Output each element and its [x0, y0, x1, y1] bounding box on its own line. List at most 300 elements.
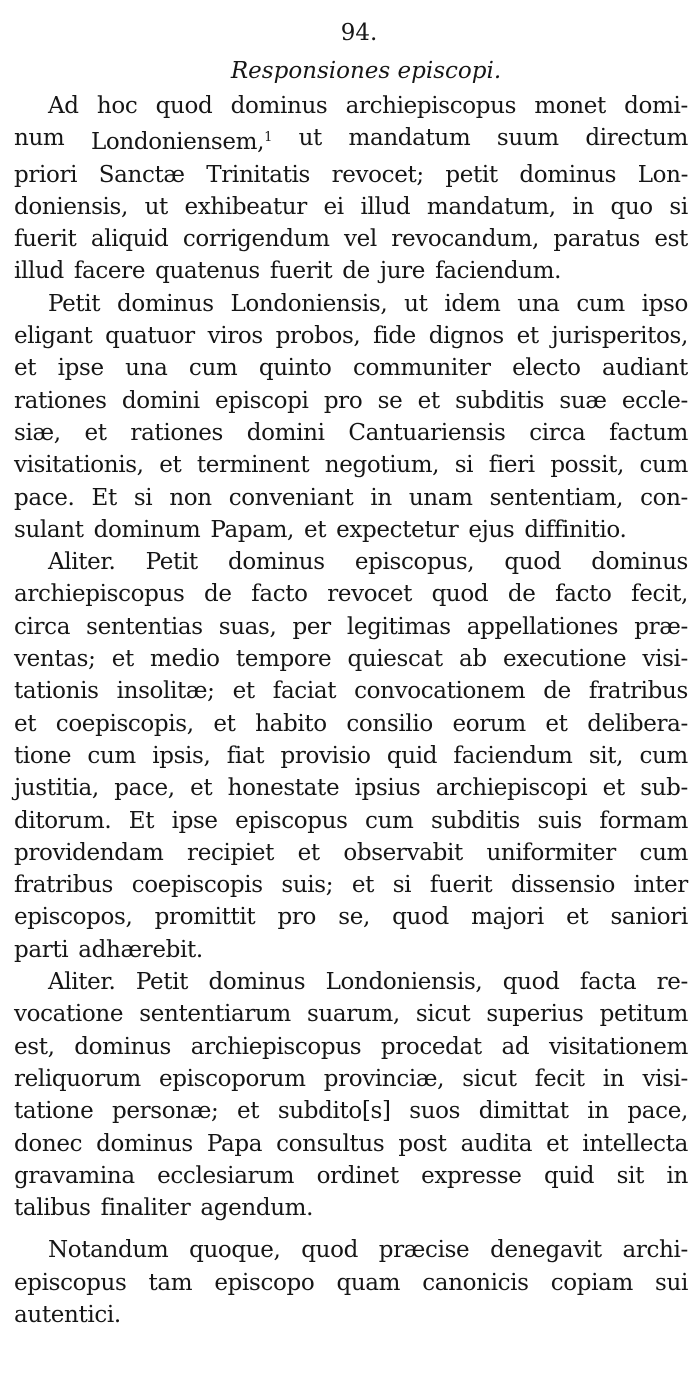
- word: hoc: [96, 93, 138, 119]
- word: dimittat: [478, 1098, 569, 1125]
- word: donec: [14, 1130, 83, 1157]
- word: canonicis: [422, 1269, 529, 1296]
- paragraph: [14, 288, 688, 546]
- word: si: [669, 193, 688, 220]
- word: tione: [14, 742, 72, 769]
- word: si: [454, 452, 474, 479]
- word: vocatione: [14, 1001, 124, 1028]
- word: mandatum,: [426, 193, 556, 220]
- word: et: [351, 872, 374, 899]
- word: coepiscopis: [131, 872, 263, 899]
- text-line: [14, 966, 688, 998]
- word: pace.: [14, 484, 75, 511]
- text-line: [14, 1192, 688, 1224]
- word: convocationem: [354, 678, 526, 705]
- word: audita: [460, 1130, 533, 1157]
- text-line: [14, 740, 688, 772]
- word: et: [297, 839, 320, 866]
- word: episcopus: [235, 807, 348, 834]
- text-line: [14, 708, 688, 740]
- word: dominus: [74, 1033, 172, 1060]
- word: de: [204, 581, 232, 608]
- text-line: [14, 90, 688, 122]
- word: diffinitio.: [524, 516, 627, 543]
- word: fratribus: [588, 678, 688, 705]
- word: communiter: [352, 355, 491, 382]
- word: talibus: [14, 1195, 91, 1222]
- word: quid: [543, 1162, 595, 1189]
- word: facto: [251, 581, 308, 608]
- word: suarum,: [307, 1001, 400, 1028]
- word: et: [213, 710, 236, 737]
- word: doniensis,: [14, 193, 128, 220]
- word: quoque,: [189, 1237, 281, 1264]
- word: Petit: [145, 549, 198, 576]
- text-line: [14, 578, 688, 610]
- word: de: [342, 258, 370, 285]
- word: non: [169, 484, 212, 511]
- word: cum: [87, 742, 136, 769]
- word: se,: [338, 904, 370, 931]
- word: personæ;: [112, 1098, 219, 1125]
- paragraph: [14, 90, 688, 288]
- page-number: 94.: [340, 20, 378, 46]
- word: expresse: [421, 1162, 522, 1189]
- word: dominus: [227, 549, 325, 576]
- text-line: [14, 514, 688, 546]
- word: honestate: [227, 775, 340, 802]
- word: revocet;: [331, 161, 424, 188]
- word: cum: [188, 355, 238, 382]
- word: ventas;: [14, 646, 96, 673]
- word: episcopus,: [354, 549, 475, 576]
- word: Papam,: [210, 516, 294, 543]
- word: quod: [502, 969, 560, 996]
- word: jure: [379, 258, 426, 285]
- word: Petit: [135, 969, 189, 996]
- word: suum: [496, 125, 559, 152]
- text-line: [14, 998, 688, 1030]
- word: subditis: [455, 387, 545, 414]
- word: Trinitatis: [206, 161, 311, 188]
- word: faciat: [272, 678, 337, 705]
- word: sit: [616, 1162, 644, 1189]
- word: saniori: [610, 904, 688, 931]
- text-line: [14, 385, 688, 417]
- word: in: [587, 1098, 609, 1125]
- word: sulant: [14, 516, 84, 543]
- word: majori: [471, 904, 544, 931]
- word: et: [545, 710, 568, 737]
- text-line: [14, 934, 688, 966]
- text-line: [14, 122, 688, 158]
- word: eligant: [14, 323, 93, 350]
- word: parti: [14, 936, 69, 963]
- word: quo: [610, 193, 653, 220]
- word: uniformiter: [486, 839, 616, 866]
- word: quod: [431, 581, 489, 608]
- word: Papa: [206, 1130, 263, 1157]
- word: ab: [459, 646, 487, 673]
- word: facere: [73, 258, 146, 285]
- word: se: [377, 387, 403, 414]
- word: Aliter.: [48, 549, 116, 576]
- word: sicut: [462, 1065, 517, 1092]
- word: in: [572, 193, 594, 220]
- word: inter: [633, 872, 688, 899]
- word: archiepiscopi: [435, 775, 588, 802]
- word: idem: [444, 290, 501, 317]
- word: rationes: [14, 387, 107, 414]
- word: revocandum,: [391, 226, 539, 253]
- word: Londoniensis,: [325, 969, 483, 996]
- text-line: [14, 223, 688, 255]
- word: una: [125, 355, 168, 382]
- word: subditis: [430, 807, 521, 834]
- word: dominus: [591, 549, 688, 576]
- word: eccle-: [621, 387, 688, 414]
- text-line: [14, 1299, 688, 1331]
- word: fecit,: [631, 581, 688, 608]
- word: archiepiscopus: [345, 93, 517, 119]
- word: viros: [207, 323, 263, 350]
- word: num: [14, 125, 65, 152]
- text-line: [14, 1267, 688, 1299]
- word: paratus: [553, 226, 640, 253]
- word: cum: [576, 290, 625, 317]
- word: possit,: [550, 452, 624, 479]
- text-line: [14, 1128, 688, 1160]
- word: faciendum.: [435, 258, 562, 285]
- word: visi-: [642, 646, 688, 673]
- word: revocet: [327, 581, 412, 608]
- word: et: [602, 775, 625, 802]
- text-line: [14, 288, 688, 320]
- word: fuerit: [429, 872, 493, 899]
- word: et: [417, 387, 440, 414]
- word: et: [304, 516, 327, 543]
- word: et: [14, 355, 37, 382]
- word: dominus: [519, 161, 617, 188]
- word: sententiarum: [139, 1001, 291, 1028]
- word: visitationem: [549, 1033, 688, 1060]
- word: quatuor: [105, 323, 195, 350]
- word: episcopus: [14, 1269, 127, 1296]
- word: negotium,: [324, 452, 440, 479]
- word: vel: [343, 226, 377, 253]
- word: quatenus: [155, 258, 260, 285]
- paragraph: [14, 1234, 688, 1331]
- word: fiat: [226, 742, 265, 769]
- word: ipse: [57, 355, 104, 382]
- word: sententiam,: [489, 484, 624, 511]
- word: si: [392, 872, 412, 899]
- word: tempore: [235, 646, 332, 673]
- word: unam: [408, 484, 473, 511]
- word: fecit: [534, 1065, 585, 1092]
- word: Et: [91, 484, 117, 511]
- word: electo: [512, 355, 581, 382]
- word: et: [111, 646, 134, 673]
- word: quod: [155, 93, 213, 119]
- word: mandatum: [348, 125, 471, 152]
- word: et: [546, 1130, 569, 1157]
- word: recipiet: [187, 839, 275, 866]
- word: cum: [639, 839, 688, 866]
- word: dominus: [116, 290, 214, 317]
- word: et: [84, 419, 107, 446]
- word: ordinet: [316, 1162, 399, 1189]
- word: Ad: [48, 93, 79, 119]
- word: et: [566, 904, 589, 931]
- word: de: [507, 581, 536, 608]
- footnote-marker: 1: [264, 130, 272, 146]
- body-text: [14, 90, 688, 1331]
- word: quiescat: [347, 646, 443, 673]
- word: episcopo: [214, 1269, 315, 1296]
- word: archi-: [622, 1237, 688, 1264]
- word: suis;: [281, 872, 334, 899]
- word: ipsius: [354, 775, 421, 802]
- word: ipso: [641, 290, 688, 317]
- word: et: [190, 775, 213, 802]
- word: quam: [336, 1269, 401, 1296]
- word: post: [398, 1130, 447, 1157]
- word: Sanctæ: [98, 161, 185, 188]
- word: dominus: [208, 969, 306, 996]
- word: priori: [14, 161, 78, 188]
- word: terminent: [196, 452, 310, 479]
- word: autentici.: [14, 1301, 121, 1328]
- word: ut: [298, 125, 322, 152]
- word: Petit: [48, 290, 101, 317]
- word: est: [654, 226, 688, 253]
- word: episcopos,: [14, 904, 133, 931]
- word: executione: [502, 646, 627, 673]
- word: suis: [537, 807, 582, 834]
- word: pro: [277, 904, 317, 931]
- word: corrigendum: [182, 226, 330, 253]
- word: cum: [365, 807, 414, 834]
- word: domini: [121, 387, 200, 414]
- word: petitum: [599, 1001, 688, 1028]
- paragraph: [14, 966, 688, 1224]
- word: tam: [148, 1269, 193, 1296]
- word: ipsis,: [152, 742, 211, 769]
- word: archiepiscopus: [190, 1033, 362, 1060]
- word: Cantuariensis: [348, 419, 506, 446]
- word: una: [517, 290, 560, 317]
- word: consilio: [346, 710, 433, 737]
- word: audiant: [602, 355, 688, 382]
- word: promittit: [154, 904, 256, 931]
- text-line: [14, 255, 688, 287]
- word: factum: [609, 419, 688, 446]
- word: expectetur: [336, 516, 459, 543]
- word: de: [543, 678, 571, 705]
- word: appellationes: [466, 613, 619, 640]
- word: monet: [534, 93, 606, 119]
- word: consultus: [276, 1130, 385, 1157]
- word: Lon-: [637, 161, 688, 188]
- word: domini: [246, 419, 325, 446]
- word: ei: [323, 193, 344, 220]
- word: pace,: [114, 775, 175, 802]
- text-line: [14, 482, 688, 514]
- text-line: [14, 869, 688, 901]
- word: quod: [504, 549, 562, 576]
- word: ut: [404, 290, 428, 317]
- text-line: [14, 1160, 688, 1192]
- word: quod: [392, 904, 449, 931]
- word: fuerit: [269, 258, 333, 285]
- word: observabit: [343, 839, 463, 866]
- word: jurisperitos,: [551, 323, 688, 350]
- text-line: [14, 191, 688, 223]
- word: aliquid: [90, 226, 169, 253]
- word: insolitæ;: [116, 678, 215, 705]
- word: petit: [445, 161, 498, 188]
- word: pace,: [627, 1098, 688, 1125]
- word: episcoporum: [158, 1065, 306, 1092]
- word: et: [516, 323, 539, 350]
- word: exhibeatur: [184, 193, 307, 220]
- word: ecclesiarum: [157, 1162, 295, 1189]
- text-line: [14, 611, 688, 643]
- section-title: Responsiones episcopi.: [230, 58, 502, 84]
- word: reliquorum: [14, 1065, 141, 1092]
- word: formam: [599, 807, 688, 834]
- word: et: [14, 710, 37, 737]
- word: con-: [640, 484, 688, 511]
- word: cum: [639, 452, 688, 479]
- word: quod: [301, 1237, 358, 1264]
- word: procedat: [380, 1033, 482, 1060]
- text-line: [14, 1234, 688, 1266]
- word: est,: [14, 1033, 55, 1060]
- word: visitationis,: [14, 452, 144, 479]
- word: fratribus: [14, 872, 114, 899]
- text-line: [14, 417, 688, 449]
- word: facta: [579, 969, 637, 996]
- word: legitimas: [346, 613, 451, 640]
- word: illud: [360, 193, 411, 220]
- word: dignos: [428, 323, 504, 350]
- word: illud: [14, 258, 64, 285]
- word: sicut: [415, 1001, 471, 1028]
- word: si: [133, 484, 153, 511]
- word: siæ,: [14, 419, 61, 446]
- word: sententias: [86, 613, 203, 640]
- word: et: [232, 678, 255, 705]
- text-line: [14, 546, 688, 578]
- word: dominum: [93, 516, 201, 543]
- word: agendum.: [200, 1195, 314, 1222]
- text-line: [14, 352, 688, 384]
- word: Notandum: [48, 1237, 169, 1264]
- word: fide: [373, 323, 416, 350]
- text-line: [14, 320, 688, 352]
- word: quinto: [258, 355, 332, 382]
- word: et: [159, 452, 182, 479]
- word: superius: [486, 1001, 584, 1028]
- word: dominus: [230, 93, 328, 119]
- word: delibera-: [587, 710, 688, 737]
- word: Et: [128, 807, 155, 834]
- word: circa: [529, 419, 586, 446]
- word: circa: [14, 613, 71, 640]
- word: Aliter.: [48, 969, 116, 996]
- word: copiam: [550, 1269, 633, 1296]
- word: fieri: [488, 452, 535, 479]
- word: justitia,: [14, 775, 99, 802]
- word: et: [237, 1098, 260, 1125]
- word: provisio: [280, 742, 371, 769]
- word: intellecta: [582, 1130, 688, 1157]
- word: eorum: [452, 710, 526, 737]
- word: suæ: [559, 387, 607, 414]
- text-line: [14, 643, 688, 675]
- word: tatione: [14, 1098, 94, 1125]
- word: finaliter: [100, 1195, 191, 1222]
- word: in: [602, 1065, 625, 1092]
- word: tationis: [14, 678, 99, 705]
- word: sub-: [640, 775, 688, 802]
- word: cum: [639, 742, 688, 769]
- word: suas,: [218, 613, 277, 640]
- text-line: [14, 837, 688, 869]
- text-line: [14, 675, 688, 707]
- word: ditorum.: [14, 807, 112, 834]
- word: denegavit: [490, 1237, 602, 1264]
- text-line: [14, 159, 688, 191]
- word: fuerit: [14, 226, 77, 253]
- word: suos: [409, 1098, 461, 1125]
- word: in: [666, 1162, 688, 1189]
- text-line: [14, 805, 688, 837]
- word: adhærebit.: [78, 936, 203, 963]
- text-line: [14, 772, 688, 804]
- word: per: [292, 613, 331, 640]
- word: Londoniensem,: [90, 129, 265, 156]
- word: visi-: [642, 1065, 688, 1092]
- text-line: [14, 1031, 688, 1063]
- text-line: [14, 1063, 688, 1095]
- word: domi-: [624, 93, 688, 119]
- word: provinciæ,: [323, 1065, 445, 1092]
- word-with-footnote: [91, 122, 272, 158]
- word: præcise: [378, 1237, 470, 1264]
- word: pro: [323, 387, 363, 414]
- word: gravamina: [14, 1162, 135, 1189]
- text-line: [14, 901, 688, 933]
- word: ut: [144, 193, 168, 220]
- paragraph: [14, 546, 688, 966]
- word: probos,: [275, 323, 361, 350]
- word: coepiscopis,: [55, 710, 194, 737]
- word: quid: [386, 742, 438, 769]
- word: providendam: [14, 839, 164, 866]
- word: Londoniensis,: [230, 290, 388, 317]
- text-line: [14, 1095, 688, 1127]
- word: facto: [555, 581, 612, 608]
- word: sui: [655, 1269, 688, 1296]
- word: faciendum: [453, 742, 573, 769]
- word: sit,: [588, 742, 624, 769]
- word: medio: [150, 646, 220, 673]
- word: directum: [585, 125, 688, 152]
- word: archiepiscopus: [14, 581, 185, 608]
